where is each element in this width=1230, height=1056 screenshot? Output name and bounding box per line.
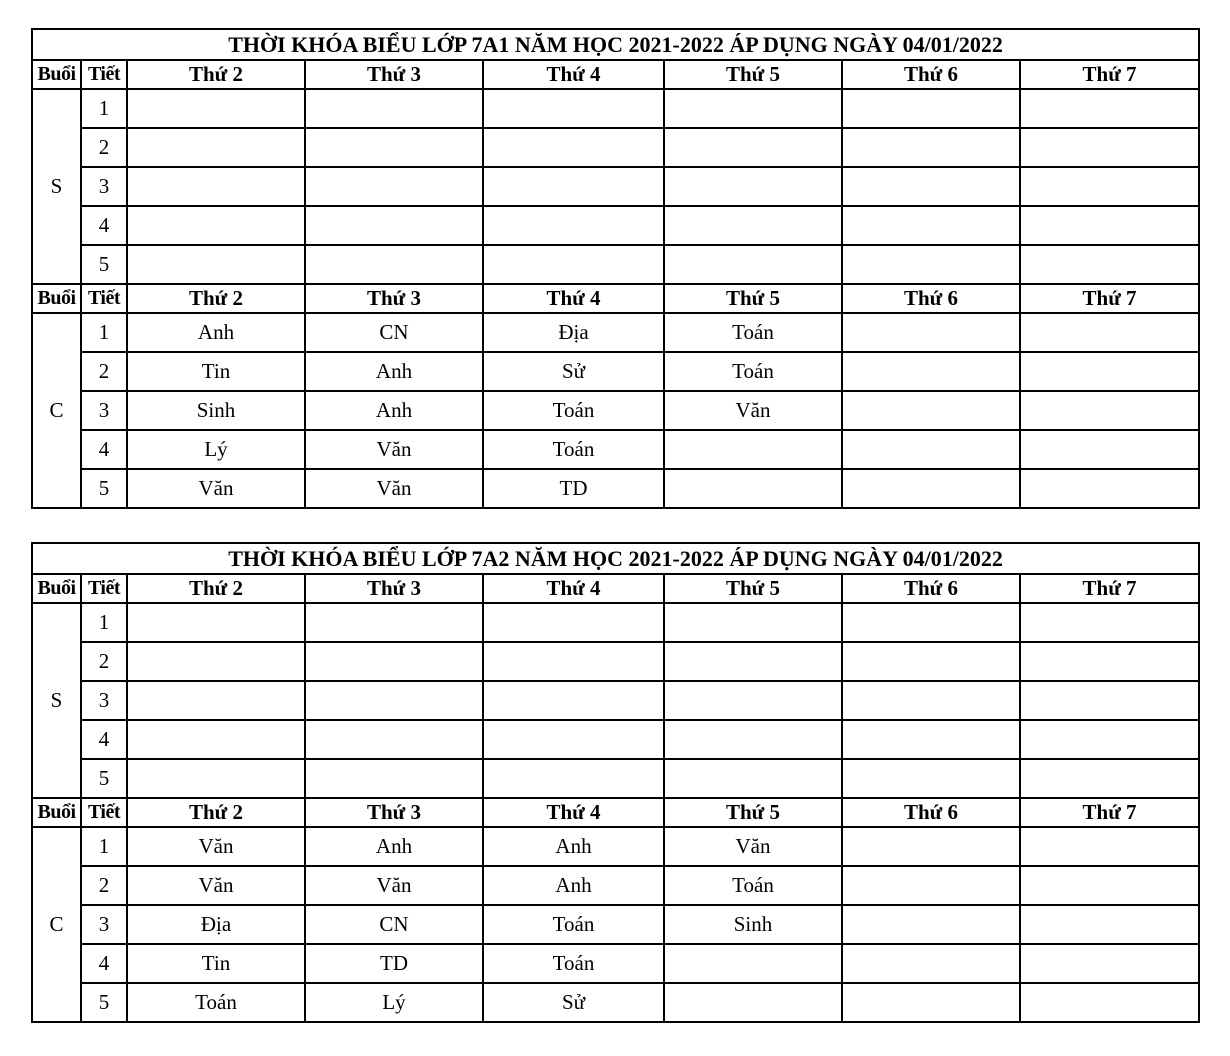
period-number: 4	[81, 944, 127, 983]
header-period: Tiết	[81, 798, 127, 827]
subject-cell: Văn	[305, 866, 483, 905]
subject-cell	[305, 759, 483, 798]
subject-cell: Sinh	[664, 905, 842, 944]
period-number: 2	[81, 128, 127, 167]
subject-cell	[127, 128, 305, 167]
subject-cell	[127, 167, 305, 206]
subject-cell	[842, 905, 1020, 944]
subject-cell	[305, 245, 483, 284]
period-number: 1	[81, 313, 127, 352]
subject-cell	[842, 603, 1020, 642]
subject-cell	[842, 642, 1020, 681]
subject-cell: CN	[305, 905, 483, 944]
subject-cell	[1020, 89, 1199, 128]
header-day: Thứ 5	[664, 60, 842, 89]
subject-cell	[842, 430, 1020, 469]
subject-cell	[127, 681, 305, 720]
subject-cell: Toán	[664, 866, 842, 905]
subject-cell	[842, 720, 1020, 759]
subject-cell	[842, 245, 1020, 284]
header-row	[32, 574, 1199, 603]
subject-cell	[1020, 128, 1199, 167]
header-day: Thứ 6	[842, 60, 1020, 89]
header-day: Thứ 4	[483, 60, 664, 89]
period-number: 5	[81, 983, 127, 1022]
subject-cell	[305, 642, 483, 681]
subject-cell	[305, 681, 483, 720]
header-session: Buổi	[32, 798, 81, 827]
subject-cell	[305, 206, 483, 245]
subject-cell	[127, 89, 305, 128]
subject-cell	[664, 430, 842, 469]
subject-cell: Toán	[483, 944, 664, 983]
period-number: 1	[81, 89, 127, 128]
period-number: 1	[81, 827, 127, 866]
subject-cell	[483, 759, 664, 798]
header-row	[32, 60, 1199, 89]
header-session: Buổi	[32, 284, 81, 313]
table-row	[32, 827, 1199, 866]
subject-cell	[664, 681, 842, 720]
subject-cell	[1020, 469, 1199, 508]
header-day: Thứ 3	[305, 574, 483, 603]
subject-cell	[1020, 720, 1199, 759]
table-row	[32, 469, 1199, 508]
timetable-title: THỜI KHÓA BIỂU LỚP 7A2 NĂM HỌC 2021-2022 ÁP DỤNG NGÀY 04/01/2022	[32, 543, 1199, 574]
subject-cell	[1020, 681, 1199, 720]
subject-cell: Văn	[664, 391, 842, 430]
header-period: Tiết	[81, 574, 127, 603]
header-day: Thứ 4	[483, 284, 664, 313]
subject-cell	[842, 827, 1020, 866]
period-number: 3	[81, 681, 127, 720]
subject-cell	[664, 167, 842, 206]
subject-cell	[305, 720, 483, 759]
period-number: 1	[81, 603, 127, 642]
subject-cell	[1020, 430, 1199, 469]
subject-cell	[842, 944, 1020, 983]
subject-cell	[1020, 206, 1199, 245]
subject-cell: Văn	[305, 469, 483, 508]
subject-cell	[664, 759, 842, 798]
table-row	[32, 944, 1199, 983]
period-number: 2	[81, 642, 127, 681]
table-row	[32, 603, 1199, 642]
subject-cell	[842, 313, 1020, 352]
table-row	[32, 206, 1199, 245]
subject-cell	[127, 720, 305, 759]
subject-cell	[483, 720, 664, 759]
subject-cell	[842, 391, 1020, 430]
title-row	[32, 543, 1199, 574]
table-row	[32, 720, 1199, 759]
subject-cell	[483, 167, 664, 206]
subject-cell	[1020, 866, 1199, 905]
subject-cell	[664, 983, 842, 1022]
subject-cell	[1020, 245, 1199, 284]
period-number: 4	[81, 206, 127, 245]
period-number: 5	[81, 469, 127, 508]
period-number: 4	[81, 720, 127, 759]
session-label: C	[32, 827, 81, 1022]
period-number: 3	[81, 391, 127, 430]
subject-cell	[1020, 944, 1199, 983]
subject-cell: Toán	[664, 352, 842, 391]
table-row	[32, 167, 1199, 206]
subject-cell: Anh	[483, 866, 664, 905]
subject-cell: Tin	[127, 352, 305, 391]
subject-cell: Tin	[127, 944, 305, 983]
subject-cell: Anh	[127, 313, 305, 352]
subject-cell	[842, 866, 1020, 905]
period-number: 3	[81, 905, 127, 944]
header-session: Buổi	[32, 60, 81, 89]
subject-cell	[483, 206, 664, 245]
subject-cell	[664, 469, 842, 508]
subject-cell	[664, 944, 842, 983]
subject-cell	[127, 206, 305, 245]
subject-cell: Lý	[127, 430, 305, 469]
header-day: Thứ 6	[842, 798, 1020, 827]
subject-cell: Văn	[664, 827, 842, 866]
session-label: S	[32, 89, 81, 284]
subject-cell: Sử	[483, 352, 664, 391]
header-day: Thứ 4	[483, 798, 664, 827]
session-label: C	[32, 313, 81, 508]
table-row	[32, 983, 1199, 1022]
subject-cell	[842, 167, 1020, 206]
subject-cell	[1020, 983, 1199, 1022]
subject-cell	[842, 983, 1020, 1022]
header-row	[32, 284, 1199, 313]
subject-cell: Văn	[127, 469, 305, 508]
subject-cell	[842, 206, 1020, 245]
subject-cell	[1020, 391, 1199, 430]
subject-cell	[842, 469, 1020, 508]
subject-cell	[664, 128, 842, 167]
header-period: Tiết	[81, 284, 127, 313]
subject-cell: TD	[305, 944, 483, 983]
subject-cell	[127, 759, 305, 798]
header-day: Thứ 5	[664, 798, 842, 827]
subject-cell	[127, 245, 305, 284]
subject-cell	[842, 128, 1020, 167]
subject-cell	[842, 759, 1020, 798]
subject-cell	[483, 642, 664, 681]
subject-cell	[1020, 759, 1199, 798]
subject-cell	[1020, 905, 1199, 944]
subject-cell	[1020, 827, 1199, 866]
subject-cell	[664, 245, 842, 284]
table-row	[32, 866, 1199, 905]
subject-cell: Anh	[305, 391, 483, 430]
subject-cell: Toán	[483, 905, 664, 944]
header-day: Thứ 3	[305, 284, 483, 313]
subject-cell: TD	[483, 469, 664, 508]
header-day: Thứ 7	[1020, 60, 1199, 89]
subject-cell: Địa	[483, 313, 664, 352]
subject-cell: Anh	[305, 352, 483, 391]
header-period: Tiết	[81, 60, 127, 89]
subject-cell: CN	[305, 313, 483, 352]
subject-cell: Toán	[483, 391, 664, 430]
timetable-title: THỜI KHÓA BIỂU LỚP 7A1 NĂM HỌC 2021-2022 ÁP DỤNG NGÀY 04/01/2022	[32, 29, 1199, 60]
header-day: Thứ 7	[1020, 284, 1199, 313]
subject-cell	[483, 603, 664, 642]
subject-cell	[664, 603, 842, 642]
header-day: Thứ 3	[305, 798, 483, 827]
subject-cell	[483, 681, 664, 720]
table-row	[32, 759, 1199, 798]
header-day: Thứ 5	[664, 574, 842, 603]
subject-cell: Lý	[305, 983, 483, 1022]
subject-cell	[1020, 642, 1199, 681]
header-day: Thứ 2	[127, 60, 305, 89]
subject-cell	[127, 642, 305, 681]
subject-cell	[842, 681, 1020, 720]
table-row	[32, 681, 1199, 720]
subject-cell	[664, 89, 842, 128]
table-row	[32, 128, 1199, 167]
header-day: Thứ 3	[305, 60, 483, 89]
table-row	[32, 430, 1199, 469]
subject-cell	[664, 206, 842, 245]
table-row	[32, 245, 1199, 284]
table-row	[32, 352, 1199, 391]
subject-cell	[842, 89, 1020, 128]
header-day: Thứ 2	[127, 284, 305, 313]
period-number: 5	[81, 759, 127, 798]
timetable-7a2	[31, 542, 1200, 1023]
subject-cell	[1020, 603, 1199, 642]
subject-cell: Sử	[483, 983, 664, 1022]
subject-cell	[1020, 167, 1199, 206]
period-number: 3	[81, 167, 127, 206]
subject-cell: Văn	[305, 430, 483, 469]
header-day: Thứ 6	[842, 574, 1020, 603]
header-day: Thứ 6	[842, 284, 1020, 313]
period-number: 2	[81, 352, 127, 391]
subject-cell: Văn	[127, 827, 305, 866]
subject-cell: Sinh	[127, 391, 305, 430]
header-day: Thứ 2	[127, 574, 305, 603]
timetable-7a1	[31, 28, 1200, 509]
subject-cell	[305, 128, 483, 167]
header-day: Thứ 7	[1020, 798, 1199, 827]
subject-cell	[842, 352, 1020, 391]
table-row	[32, 905, 1199, 944]
subject-cell	[483, 128, 664, 167]
subject-cell	[305, 89, 483, 128]
table-row	[32, 391, 1199, 430]
subject-cell: Toán	[664, 313, 842, 352]
subject-cell	[305, 167, 483, 206]
period-number: 4	[81, 430, 127, 469]
subject-cell	[483, 245, 664, 284]
subject-cell: Toán	[483, 430, 664, 469]
period-number: 2	[81, 866, 127, 905]
period-number: 5	[81, 245, 127, 284]
table-row	[32, 642, 1199, 681]
subject-cell: Văn	[127, 866, 305, 905]
subject-cell	[664, 720, 842, 759]
subject-cell: Toán	[127, 983, 305, 1022]
session-label: S	[32, 603, 81, 798]
table-row	[32, 313, 1199, 352]
header-session: Buổi	[32, 574, 81, 603]
subject-cell	[1020, 313, 1199, 352]
table-row	[32, 89, 1199, 128]
header-day: Thứ 4	[483, 574, 664, 603]
subject-cell	[664, 642, 842, 681]
subject-cell: Anh	[305, 827, 483, 866]
header-day: Thứ 2	[127, 798, 305, 827]
subject-cell	[483, 89, 664, 128]
subject-cell: Địa	[127, 905, 305, 944]
header-row	[32, 798, 1199, 827]
title-row	[32, 29, 1199, 60]
subject-cell	[127, 603, 305, 642]
header-day: Thứ 5	[664, 284, 842, 313]
header-day: Thứ 7	[1020, 574, 1199, 603]
subject-cell	[305, 603, 483, 642]
subject-cell	[1020, 352, 1199, 391]
subject-cell: Anh	[483, 827, 664, 866]
